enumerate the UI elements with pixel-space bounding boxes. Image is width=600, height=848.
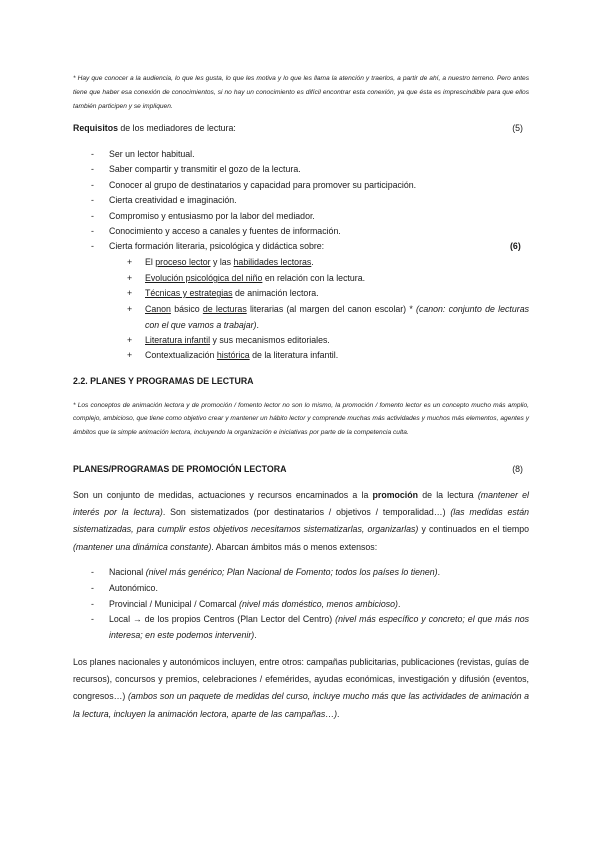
- plus-bullet: +: [127, 257, 133, 267]
- note-audience: * Hay que conocer a la audiencia, lo que les gusta, lo que les motiva y lo que les llama la atención y traerlos, a partir de ahí, a nuestro terreno. Pero antes tiene que haber esa conexión de conocimientos, si no hay un conocimiento es difícil encontrar esta conexión, ya que ésta es imprescindible para que ellos también participen y se impliquen.: [73, 75, 529, 110]
- text-italic: (nivel más específico y concreto; el que más nos interesa; en este podemos intervenir): [109, 614, 529, 640]
- scope-item-provincial: [109, 597, 529, 613]
- list-item: Ser un lector habitual.: [109, 149, 195, 159]
- text: Contextualización: [145, 350, 217, 360]
- section-heading-2-2: 2.2. PLANES Y PROGRAMAS DE LECTURA: [73, 376, 254, 386]
- list-dash: -: [91, 599, 94, 609]
- planes-nacionales-paragraph: [73, 654, 529, 723]
- text: literarias (al margen del canon escolar) *: [246, 304, 417, 314]
- plus-bullet: +: [127, 304, 133, 314]
- text: Nacional: [109, 567, 146, 577]
- requisitos-heading: [73, 121, 529, 136]
- sub-item-contextualizacion: [145, 348, 529, 364]
- text: .: [311, 257, 314, 267]
- text: básico: [170, 304, 203, 314]
- sub-item-proceso: [145, 255, 529, 271]
- text: . Son sistematizados (por destinatarios / objetivos / temporalidad…): [162, 507, 451, 518]
- list-item: Conocimiento y acceso a canales y fuentes de información.: [109, 226, 341, 236]
- text: Local → de los propios Centros (Plan Lector del Centro): [109, 614, 336, 624]
- text: El: [145, 257, 156, 267]
- list-dash: -: [91, 211, 94, 221]
- list-item: Saber compartir y transmitir el gozo de la lectura.: [109, 164, 301, 174]
- scope-item-autonomico: [109, 581, 529, 597]
- text-bold: promoción: [372, 490, 418, 500]
- text-underlined: Literatura infantil: [145, 335, 211, 345]
- text: Provincial / Municipal / Comarcal: [109, 599, 240, 609]
- plus-bullet: +: [127, 335, 133, 345]
- text-italic: (las medidas están sistematizadas, para cumplir estos objetivos necesitamos sistematizarlas, organizarlas): [73, 507, 529, 535]
- text: .: [437, 567, 441, 577]
- list-item: Cierta formación literaria, psicológica y didáctica sobre:: [109, 241, 325, 251]
- text-italic: (nivel más doméstico, menos ambicioso): [239, 599, 398, 609]
- list-dash: -: [91, 241, 94, 251]
- sub-item-tecnicas: [145, 286, 529, 302]
- text: . Abarcan ámbitos más o menos extensos:: [211, 541, 378, 552]
- text: Autonómico.: [109, 583, 158, 593]
- planes-heading: [73, 462, 529, 477]
- sub-item-canon: [145, 302, 529, 333]
- text-underlined: histórica: [216, 350, 250, 360]
- list-dash: -: [91, 149, 94, 159]
- list-dash: -: [91, 567, 94, 577]
- text: de animación lectora.: [232, 288, 319, 298]
- requisitos-bold: Requisitos: [73, 123, 118, 133]
- plus-bullet: +: [127, 288, 133, 298]
- list-dash: -: [91, 164, 94, 174]
- text-underlined: Evolución psicológica del niño: [145, 273, 263, 283]
- text: .: [254, 629, 257, 640]
- text-underlined: de lecturas: [202, 304, 247, 314]
- text: y las: [210, 257, 234, 267]
- text: .: [256, 319, 259, 330]
- sub-item-literatura: [145, 333, 529, 349]
- text: Los planes nacionales y autonómicos incluyen, entre otros: campañas publicitarias, publicaciones (revistas, guías de recursos), concursos y premios, celebraciones / efemérides, ayudas económicas, investigación y difusión (eventos, congresos…): [73, 657, 529, 702]
- list-dash: -: [91, 583, 94, 593]
- text-underlined: proceso lector: [155, 257, 211, 267]
- text: Son un conjunto de medidas, actuaciones y recursos encaminados a la: [73, 490, 373, 500]
- list-item: Conocer al grupo de destinatarios y capacidad para promover su participación.: [109, 180, 417, 190]
- text: .: [397, 599, 401, 609]
- text-italic: (mantener el interés por la lectura): [73, 490, 529, 518]
- text: en relación con la lectura.: [262, 273, 366, 283]
- list-dash: -: [91, 226, 94, 236]
- plus-bullet: +: [127, 350, 133, 360]
- text: de la lectura: [418, 490, 478, 500]
- planes-heading-text: PLANES/PROGRAMAS DE PROMOCIÓN LECTORA: [73, 464, 287, 474]
- requisitos-number: (5): [512, 123, 523, 133]
- text: de la literatura infantil.: [249, 350, 339, 360]
- plus-bullet: +: [127, 273, 133, 283]
- list-item: Compromiso y entusiasmo por la labor del mediador.: [109, 211, 315, 221]
- text-italic: (mantener una dinámica constante): [73, 541, 212, 552]
- text-italic: (nivel más genérico; Plan Nacional de Fomento; todos los países lo tienen): [145, 567, 438, 577]
- text-underlined: habilidades lectoras: [233, 257, 312, 267]
- text-italic: (ambos son un paquete de medidas del curso, incluye mucho más que las actividades de animación a la lectura, incluyen la animación lectora, aparte de las campañas…): [73, 691, 529, 719]
- text-underlined: Técnicas y estrategias: [145, 288, 233, 298]
- text: y continuados en el tiempo: [418, 524, 529, 535]
- scope-item-local: [109, 612, 529, 643]
- scope-item-nacional: [109, 565, 529, 581]
- list-dash: -: [91, 195, 94, 205]
- note-concepts: * Los conceptos de animación lectora y de promoción / fomento lector no son lo mismo, la promoción / fomento lector es un concepto mucho más amplio, complejo, ambicioso, que tiene como objetivo crear y mantener un hábito lector y comprende muchas más actividades y muchos más elementos, agentes y ámbitos que la simple animación lectora, incluyendo la organización e iniciativas por parte de la competencia culta.: [73, 402, 529, 436]
- list-dash: -: [91, 180, 94, 190]
- text-underlined: Canon: [145, 304, 171, 314]
- requisitos-rest: de los mediadores de lectura:: [117, 123, 236, 133]
- text: .: [337, 708, 340, 719]
- sub-item-evolucion: [145, 271, 529, 287]
- list-number: (6): [510, 241, 521, 251]
- list-dash: -: [91, 614, 94, 624]
- text: y sus mecanismos editoriales.: [210, 335, 330, 345]
- planes-paragraph: [73, 487, 529, 556]
- text-italic: (canon: conjunto de lecturas con el que vamos a trabajar): [145, 304, 529, 330]
- planes-number: (8): [512, 464, 523, 474]
- list-item: Cierta creatividad e imaginación.: [109, 195, 237, 205]
